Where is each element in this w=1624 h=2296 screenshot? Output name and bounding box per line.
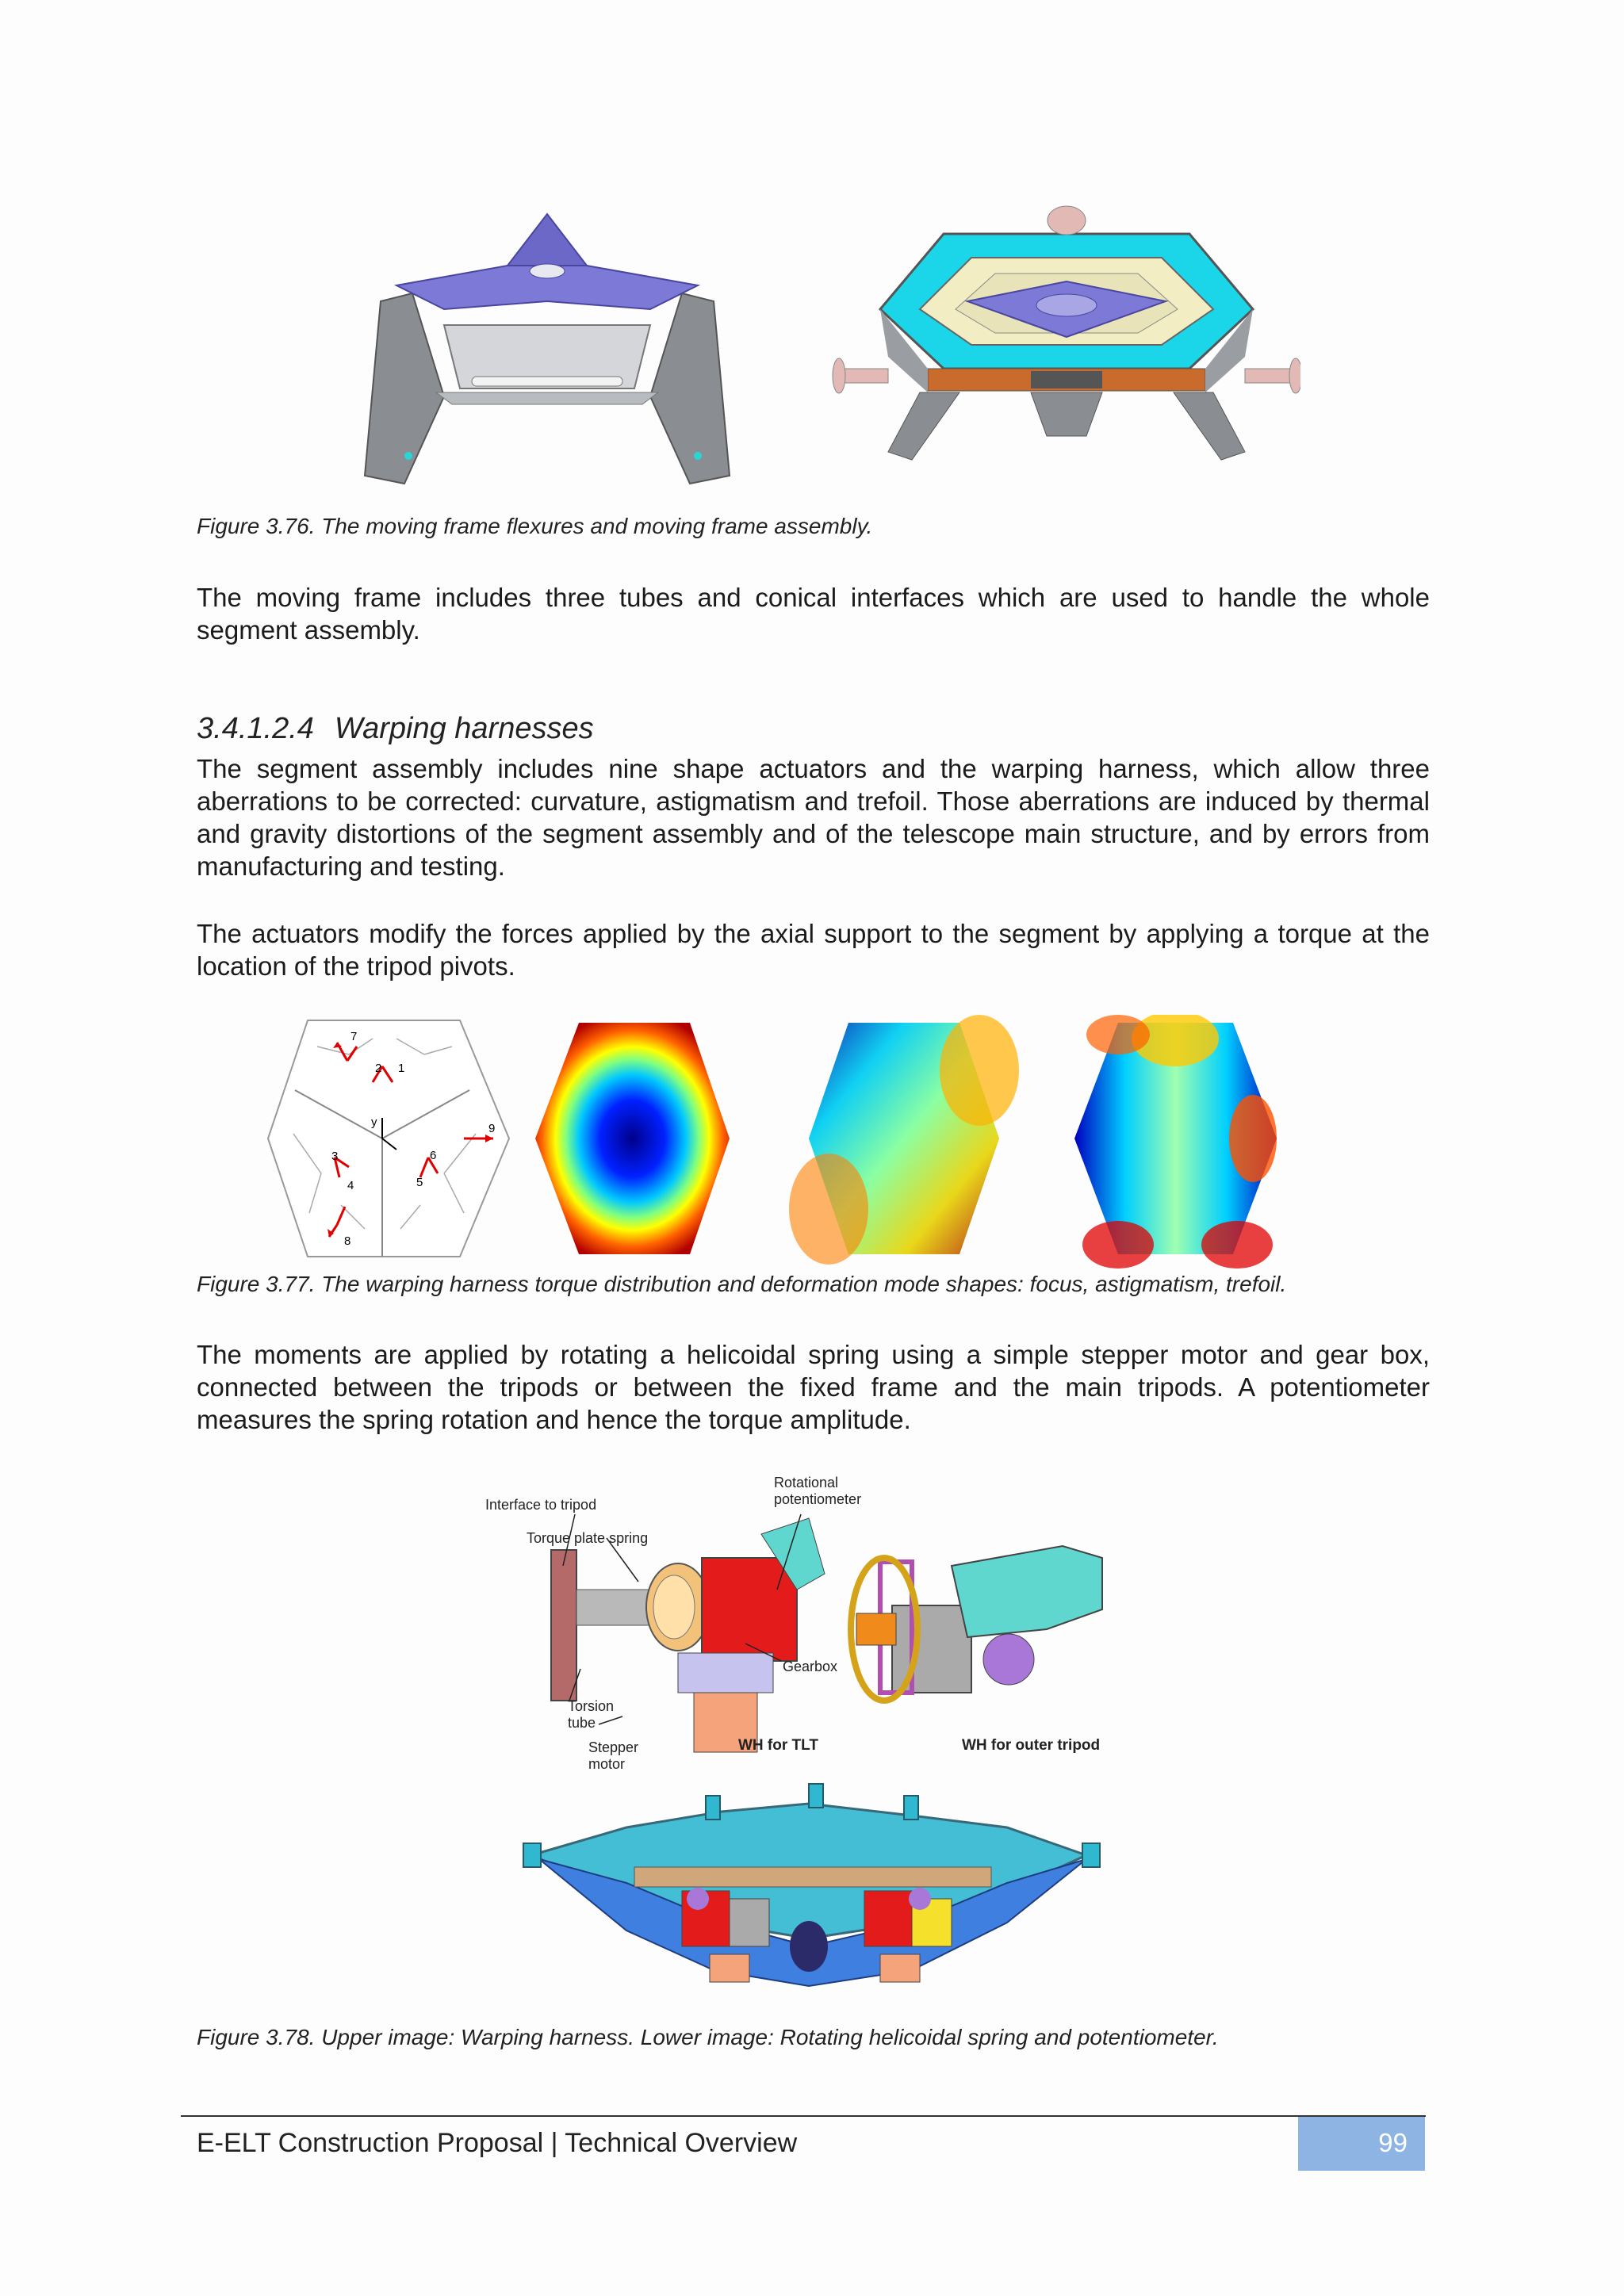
label-rotational: Rotational bbox=[774, 1475, 839, 1490]
label-wh-for-tlt: WH for TLT bbox=[738, 1737, 818, 1754]
actuator-number-6: 6 bbox=[430, 1149, 437, 1162]
page-number: 99 bbox=[1298, 2117, 1425, 2171]
footer-rule bbox=[181, 2115, 1426, 2117]
label-torsion: Torsion bbox=[568, 1698, 615, 1714]
label-potentiometer: potentiometer bbox=[774, 1491, 862, 1507]
actuator-number-9: 9 bbox=[488, 1122, 496, 1135]
helicoidal-spring-assembly-image bbox=[515, 1780, 1110, 2010]
label-stepper: Stepper bbox=[588, 1739, 639, 1755]
trefoil-mode-shape bbox=[1074, 1015, 1277, 1269]
paragraph-moving-frame: The moving frame includes three tubes and conical interfaces which are used to handle the whole segment assembly. bbox=[197, 583, 1430, 645]
actuator-number-3: 3 bbox=[331, 1150, 339, 1163]
wh-outer-tripod-drawing bbox=[851, 1546, 1102, 1701]
torque-distribution-diagram bbox=[268, 1020, 509, 1257]
label-tube: tube bbox=[568, 1715, 596, 1731]
moving-frame-figure bbox=[349, 198, 1300, 499]
section-heading bbox=[197, 712, 594, 746]
actuator-number-8: 8 bbox=[344, 1234, 351, 1248]
paragraph-moments: The moments are applied by rotating a helicoidal spring using a simple stepper motor and gear box, connected between the tripods or between the fixed frame and the main tripods. A potentiometer measures the spring rotation and hence the torque amplitude. bbox=[197, 1340, 1430, 1434]
label-rotational-potentiometer bbox=[774, 1475, 861, 1508]
label-interface-to-tripod: Interface to tripod bbox=[485, 1497, 597, 1513]
axis-label-y: y bbox=[371, 1115, 377, 1129]
actuator-number-1: 1 bbox=[398, 1062, 405, 1075]
moving-frame-flexures-image bbox=[365, 214, 730, 484]
actuator-number-5: 5 bbox=[416, 1176, 423, 1189]
astigmatism-mode-shape bbox=[789, 1015, 1019, 1265]
label-wh-for-outer-tripod: WH for outer tripod bbox=[962, 1737, 1101, 1754]
actuator-number-4: 4 bbox=[347, 1179, 354, 1192]
label-torque-plate-spring: Torque plate spring bbox=[527, 1530, 649, 1546]
section-number: 3.4.1.2.4 bbox=[197, 712, 314, 745]
label-stepper-motor bbox=[588, 1739, 638, 1773]
label-gearbox: Gearbox bbox=[783, 1659, 838, 1674]
label-torsion-tube bbox=[568, 1698, 614, 1732]
warping-harness-image bbox=[476, 1471, 1158, 1780]
moving-frame-assembly-image bbox=[833, 206, 1300, 460]
figure-3-76-caption: Figure 3.76. The moving frame flexures and moving frame assembly. bbox=[197, 514, 873, 538]
paragraph-actuators: The actuators modify the forces applied by the axial support to the segment by applying a torque at the location of the tripod pivots. bbox=[197, 919, 1430, 981]
focus-mode-shape bbox=[535, 1023, 730, 1254]
figure-3-78-caption: Figure 3.78. Upper image: Warping harness. Lower image: Rotating helicoidal spring and potentiometer. bbox=[197, 2025, 1219, 2049]
label-motor: motor bbox=[588, 1756, 626, 1772]
paragraph-warping-harness: The segment assembly includes nine shape actuators and the warping harness, which allow three aberrations to be corrected: curvature, astigmatism and trefoil. Those aberrations are induced by thermal and gravity distortions of the segment assembly and of the telescope main structure, and by errors from manufacturing and testing. bbox=[197, 754, 1430, 881]
section-title: Warping harnesses bbox=[334, 712, 594, 745]
actuator-number-7: 7 bbox=[350, 1030, 358, 1043]
footer-title: E-ELT Construction Proposal | Technical Overview bbox=[197, 2128, 798, 2158]
figure-3-77-caption: Figure 3.77. The warping harness torque distribution and deformation mode shapes: focus, astigmatism, trefoil. bbox=[197, 1272, 1287, 1296]
warping-harness-torque-figure bbox=[262, 1015, 1372, 1269]
actuator-number-2: 2 bbox=[375, 1062, 382, 1075]
